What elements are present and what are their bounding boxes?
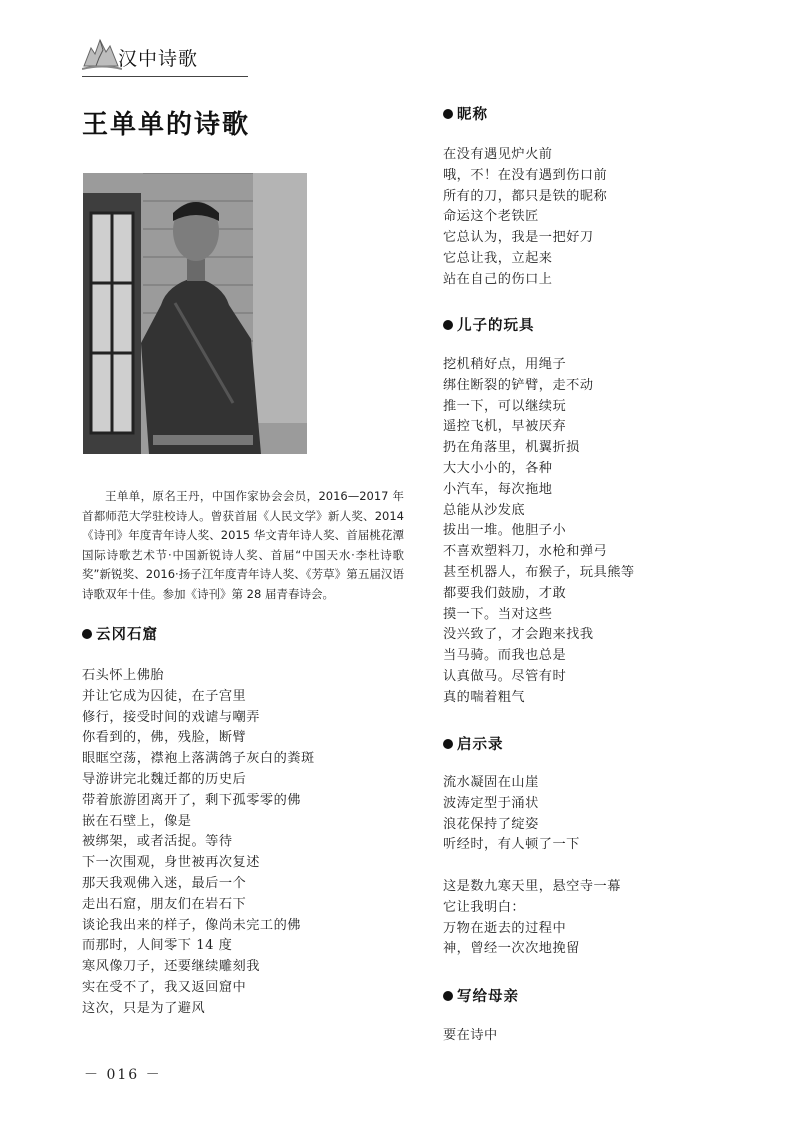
- poem-line: 它让我明白：: [443, 899, 526, 915]
- poem-line: 绑住断裂的铲臂，走不动: [443, 377, 594, 393]
- poem-line: 小汽车，每次拖地: [443, 481, 553, 497]
- poem-line: 大大小小的，各种: [443, 460, 553, 476]
- poem-line: 听经时，有人顿了一下: [443, 837, 580, 853]
- poem-lines: [443, 1026, 498, 1047]
- poem-title-text: 启示录: [457, 737, 504, 753]
- poem-line: 波涛定型于涌状: [443, 795, 539, 811]
- poem-line: 挖机稍好点，用绳子: [443, 357, 567, 372]
- poem-line: 导游讲完北魏迁都的历史后: [82, 771, 247, 787]
- poem-line: 在没有遇见炉火前: [443, 147, 553, 162]
- poem-line: 拔出一堆。他胆子小: [443, 523, 567, 539]
- poem-line: 当马骑。而我也总是: [443, 648, 567, 664]
- poem-line: 总能从沙发底: [443, 502, 526, 518]
- poem-line: 你看到的，佛，残脸，断臂: [82, 730, 247, 746]
- poem-title-text: 云冈石窟: [96, 627, 158, 643]
- poem-line: 命运这个老铁匠: [443, 209, 539, 225]
- poem-line: 谈论我出来的样子，像尚未完工的佛: [82, 917, 301, 933]
- poem-title: [443, 985, 519, 1006]
- column-header: [82, 30, 250, 82]
- poem-line: 甚至机器人，布猴子，玩具熊等: [443, 564, 635, 580]
- poem-line: 推一下，可以继续玩: [443, 398, 567, 414]
- poem-line: 它总认为，我是一把好刀: [443, 230, 594, 246]
- poem-lines: [443, 355, 635, 709]
- poem-title: [82, 623, 158, 644]
- poem-line: 那天我观佛入迷，最后一个: [82, 875, 247, 891]
- author-bio: 王单单，原名王丹，中国作家协会会员，2016—2017 年首都师范大学驻校诗人。曾获首届《人民文学》新人奖、2014《诗刊》年度青年诗人奖、2015 华文青年诗人奖、首届桃花潭国际诗歌艺术节·中国新锐诗人奖、首届“中国天水·李杜诗歌奖”新锐奖、2016·扬子江年度青年诗人奖、《芳草》第五届汉语诗歌双年十佳。参加《诗刊》第 28 届青春诗会。: [82, 489, 404, 601]
- poem-line: 带着旅游团离开了，剩下孤零零的佛: [82, 792, 301, 808]
- poem-line: 而那时，人间零下 14 度: [82, 938, 233, 954]
- poem-line: 摸一下。当对这些: [443, 606, 553, 622]
- article-title: 王单单的诗歌: [82, 110, 251, 140]
- poem-line: 流水凝固在山崖: [443, 775, 539, 790]
- poem-line: 神，曾经一次次地挽留: [443, 941, 580, 957]
- stanza-break: [443, 856, 621, 877]
- mountain-logo-icon: [82, 36, 122, 72]
- poem-title: [443, 733, 504, 754]
- poem-line: 真的喘着粗气: [443, 689, 526, 705]
- poem-line: 不喜欢塑料刀，水枪和弹弓: [443, 544, 608, 560]
- bullet-icon: [443, 739, 453, 749]
- poem-line: 并让它成为囚徒，在子宫里: [82, 688, 247, 704]
- poem-line: 眼眶空荡，襟袍上落满鸽子灰白的粪斑: [82, 751, 315, 767]
- column-name: 汉中诗歌: [118, 48, 199, 70]
- poem-line: 寒风像刀子，还要继续雕刻我: [82, 959, 260, 975]
- poem-line: 修行，接受时间的戏谑与嘲弄: [82, 709, 260, 725]
- poem-line: 浪花保持了绽姿: [443, 816, 539, 832]
- header-rule: [82, 76, 248, 77]
- poem-line: 这次，只是为了避风: [82, 1000, 206, 1016]
- bullet-icon: [443, 109, 453, 119]
- poem-line: 万物在逝去的过程中: [443, 920, 567, 936]
- poem-lines: [443, 773, 621, 960]
- poem-line: 认真做马。尽管有时: [443, 668, 567, 684]
- poem-line: 走出石窟，朋友们在岩石下: [82, 896, 247, 912]
- portrait-photo-icon: [83, 173, 307, 454]
- bullet-icon: [443, 320, 453, 330]
- poem-line: 下一次围观，身世被再次复述: [82, 855, 260, 871]
- poem-lines: [443, 145, 607, 291]
- poem-line: 没兴致了，才会跑来找我: [443, 627, 594, 643]
- page-number: － 016 －: [84, 1067, 162, 1083]
- poem-line: 要在诗中: [443, 1028, 498, 1043]
- poem-title: [443, 103, 488, 124]
- poem-line: 嵌在石壁上，像是: [82, 813, 192, 829]
- poem-lines: [82, 666, 315, 1020]
- poem-line: 所有的刀，都只是铁的昵称: [443, 188, 608, 204]
- poem-title-text: 昵称: [457, 107, 488, 123]
- poem-line: 被绑架，或者活捉。等待: [82, 834, 233, 850]
- poem-line: 哦，不！在没有遇到伤口前: [443, 167, 608, 183]
- poem-title-text: 儿子的玩具: [457, 318, 535, 334]
- bullet-icon: [443, 991, 453, 1001]
- bullet-icon: [82, 629, 92, 639]
- poem-line: 都要我们鼓励，才敢: [443, 585, 567, 601]
- author-photo: [83, 173, 307, 454]
- poem-title: [443, 314, 535, 335]
- poem-title-text: 写给母亲: [457, 989, 519, 1005]
- poem-line: 这是数九寒天里，悬空寺一幕: [443, 878, 621, 894]
- poem-line: 站在自己的伤口上: [443, 271, 553, 287]
- poem-line: 石头怀上佛胎: [82, 668, 165, 683]
- poem-line: 实在受不了，我又返回窟中: [82, 979, 247, 995]
- poem-line: 它总让我，立起来: [443, 250, 553, 266]
- poem-line: 扔在角落里，机翼折损: [443, 440, 580, 456]
- poem-line: 遥控飞机，早被厌弃: [443, 419, 567, 435]
